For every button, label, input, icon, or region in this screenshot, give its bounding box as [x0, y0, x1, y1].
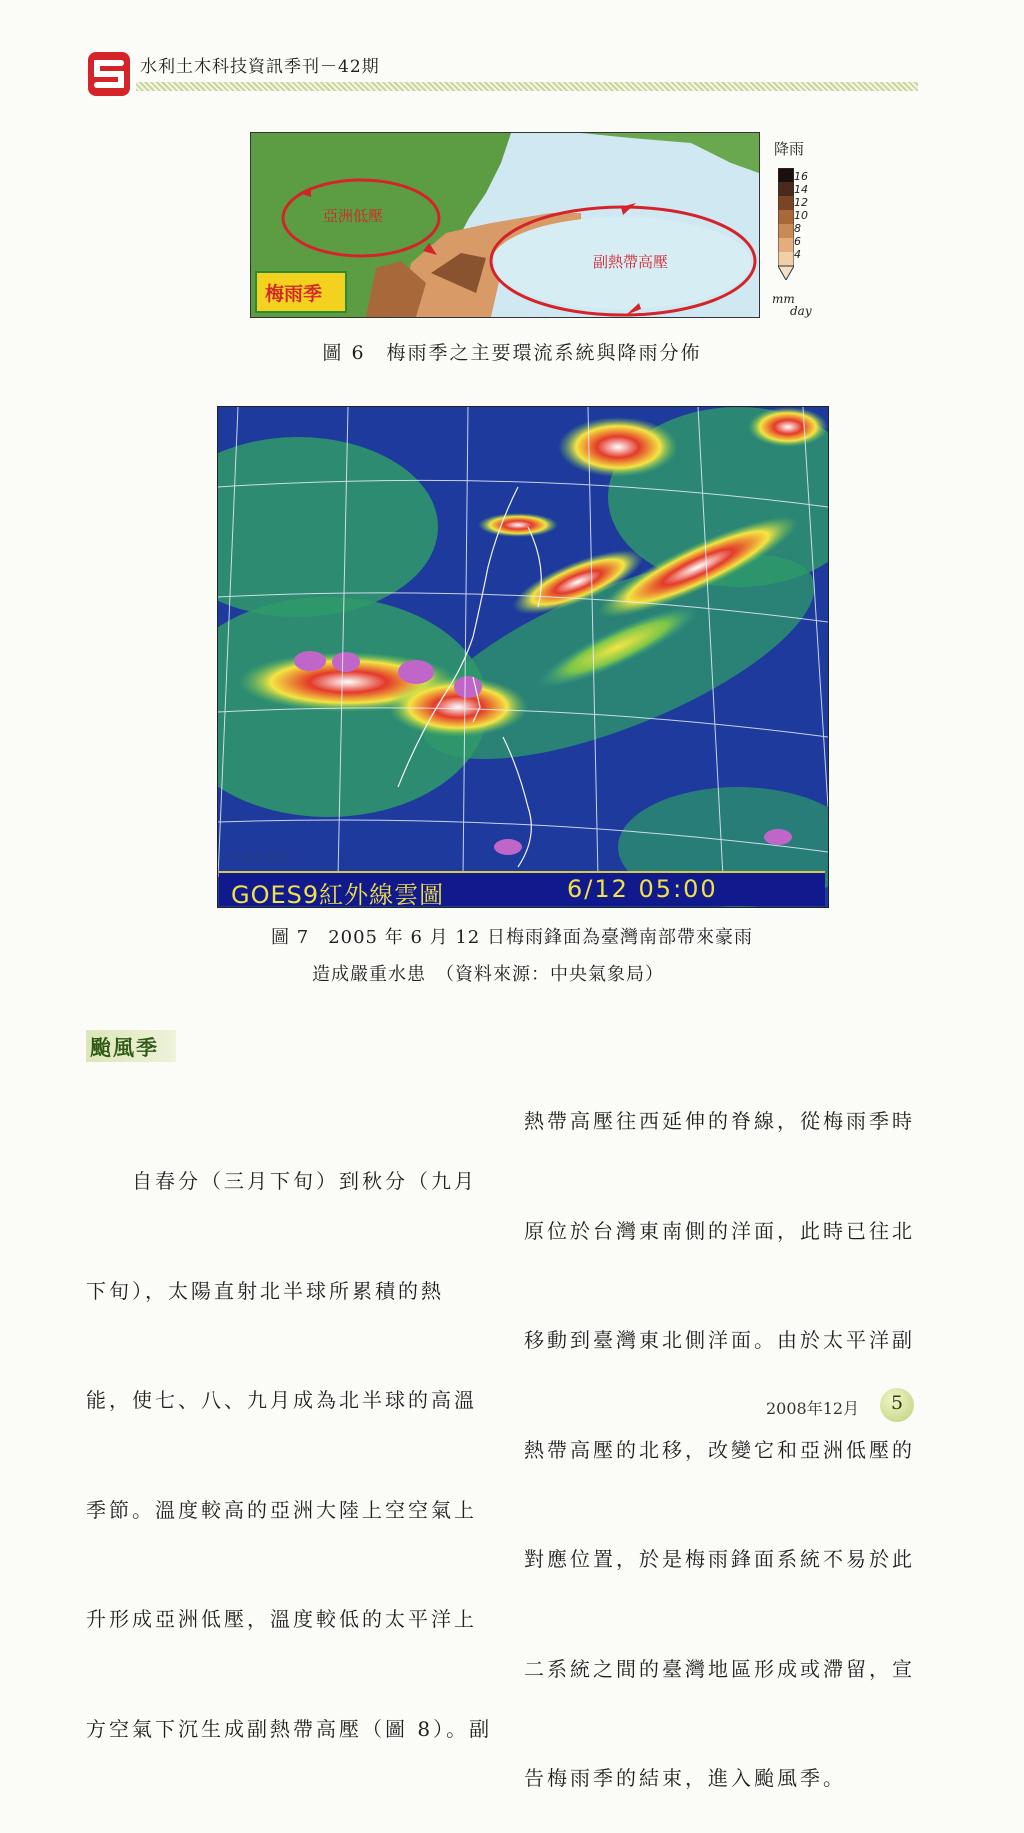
figure-6-map [250, 132, 760, 318]
body-line: 自春分（三月下旬）到秋分（九月 [86, 1169, 477, 1193]
body-line: 下旬），太陽直射北半球所累積的熱 [86, 1278, 444, 1303]
section-heading-box [86, 1030, 176, 1062]
body-right-column [524, 1030, 915, 1833]
body-line: 升形成亞洲低壓，溫度較低的太平洋上 [86, 1607, 477, 1631]
season-label: 梅雨季 [265, 283, 323, 305]
asia-low-label: 亞洲低壓 [323, 207, 384, 225]
satellite-cloud-map [218, 407, 828, 907]
legend-unit-bottom: day [790, 304, 812, 318]
body-line: 對應位置，於是梅雨鋒面系統不易於此 [524, 1547, 915, 1571]
body-line: 移動到臺灣東北側洋面。由於太平洋副 [524, 1328, 915, 1352]
body-line: 能，使七、八、九月成為北半球的高溫 [86, 1388, 477, 1412]
body-line: 方空氣下沉生成副熱帶高壓（圖 8）。副 [86, 1716, 493, 1741]
header-rule [136, 82, 918, 91]
subtropical-high-label: 副熱帶高壓 [593, 253, 669, 271]
rainfall-legend [760, 132, 830, 322]
body-line: 熱帶高壓的北移，改變它和亞洲低壓的 [524, 1437, 915, 1462]
footer-date: 2008年12月 [766, 1399, 860, 1418]
body-line: 季節。溫度較高的亞洲大陸上空空氣上 [86, 1497, 477, 1522]
journal-logo-icon [88, 52, 130, 96]
figure-7-satellite-image [217, 406, 829, 908]
legend-tick: 8 [794, 222, 801, 235]
legend-colorbar [778, 168, 794, 280]
legend-tick: 14 [794, 183, 808, 196]
figure-6-caption: 圖 6 梅雨季之主要環流系統與降雨分佈 [322, 342, 702, 364]
legend-unit-top: mm [772, 292, 795, 306]
page-number-badge [880, 1388, 914, 1422]
season-label-box [255, 271, 347, 313]
legend-tick: 10 [794, 209, 808, 222]
figure-7-caption-line1: 圖 7 2005 年 6 月 12 日梅雨鋒面為臺灣南部帶來豪雨 [271, 927, 753, 948]
banner-title: GOES9紅外線雲圖 [231, 881, 445, 909]
journal-title: 水利土木科技資訊季刊－42期 [140, 57, 380, 77]
banner-time: 6/12 05:00 [567, 875, 718, 903]
legend-tick: 4 [794, 248, 801, 261]
section-heading: 颱風季 [90, 1035, 159, 1060]
legend-tick: 12 [794, 196, 808, 209]
body-line: 原位於台灣東南側的洋面，此時已往北 [524, 1218, 915, 1243]
body-line: 二系統之間的臺灣地區形成或滯留，宣 [524, 1656, 915, 1681]
legend-tick: 6 [794, 235, 801, 248]
source-watermark: 中央氣象局 [230, 851, 291, 865]
legend-title: 降雨 [774, 140, 805, 158]
figure-7-caption-line2: 造成嚴重水患 （資料來源：中央氣象局） [312, 964, 664, 985]
page-number: 5 [890, 1392, 904, 1414]
body-left-column [86, 1090, 492, 1784]
body-line: 告梅雨季的結束，進入颱風季。 [524, 1766, 846, 1790]
legend-tick: 16 [794, 170, 808, 183]
body-line: 熱帶高壓往西延伸的脊線，從梅雨季時 [524, 1109, 915, 1133]
satellite-banner [219, 871, 825, 909]
